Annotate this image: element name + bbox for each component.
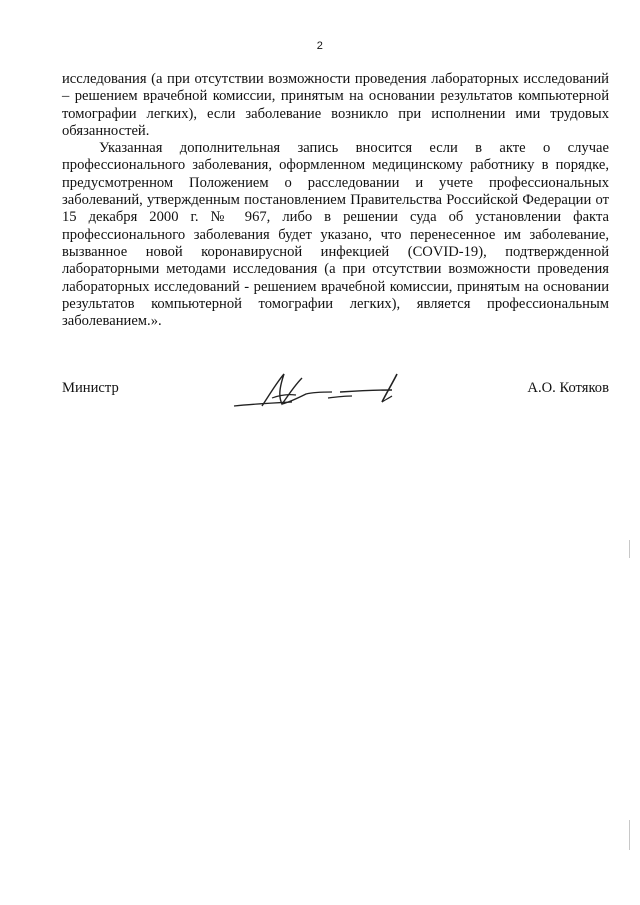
handwritten-signature	[232, 368, 402, 413]
document-body	[62, 71, 609, 330]
signature-block	[62, 380, 609, 420]
signer-name: А.О. Котяков	[527, 380, 609, 396]
page-number: 2	[316, 40, 324, 52]
paragraph-continuation: исследования (а при отсутствии возможности проведения лабораторных исследований – решением врачебной комиссии, принятым на основании результатов компьютерной томографии легких), если заболевание возникло при исполнении ими трудовых обязанностей.	[62, 71, 609, 139]
scan-edge-mark	[629, 820, 630, 850]
signer-title: Министр	[62, 380, 119, 396]
scan-edge-mark	[629, 540, 630, 558]
paragraph-additional-entry: Указанная дополнительная запись вносится если в акте о случае профессионального заболевания, оформленном медицинскому работнику в порядке, предусмотренном Положением о расследовании и учете профессиональных заболеваний, утвержденным постановлением Правительства Российской Федерации от 15 декабря 2000 г. № 967, либо в решении суда об установлении факта профессионального заболевания будет указано, что перенесенное им заболевание, вызванное новой коронавирусной инфекцией (COVID-19), подтвержденной лабораторными методами исследования (а при отсутствии возможности проведения лабораторных исследований - решением врачебной комиссии, принятым на основании результатов компьютерной томографии легких), является профессиональным заболеванием.».	[62, 140, 609, 330]
